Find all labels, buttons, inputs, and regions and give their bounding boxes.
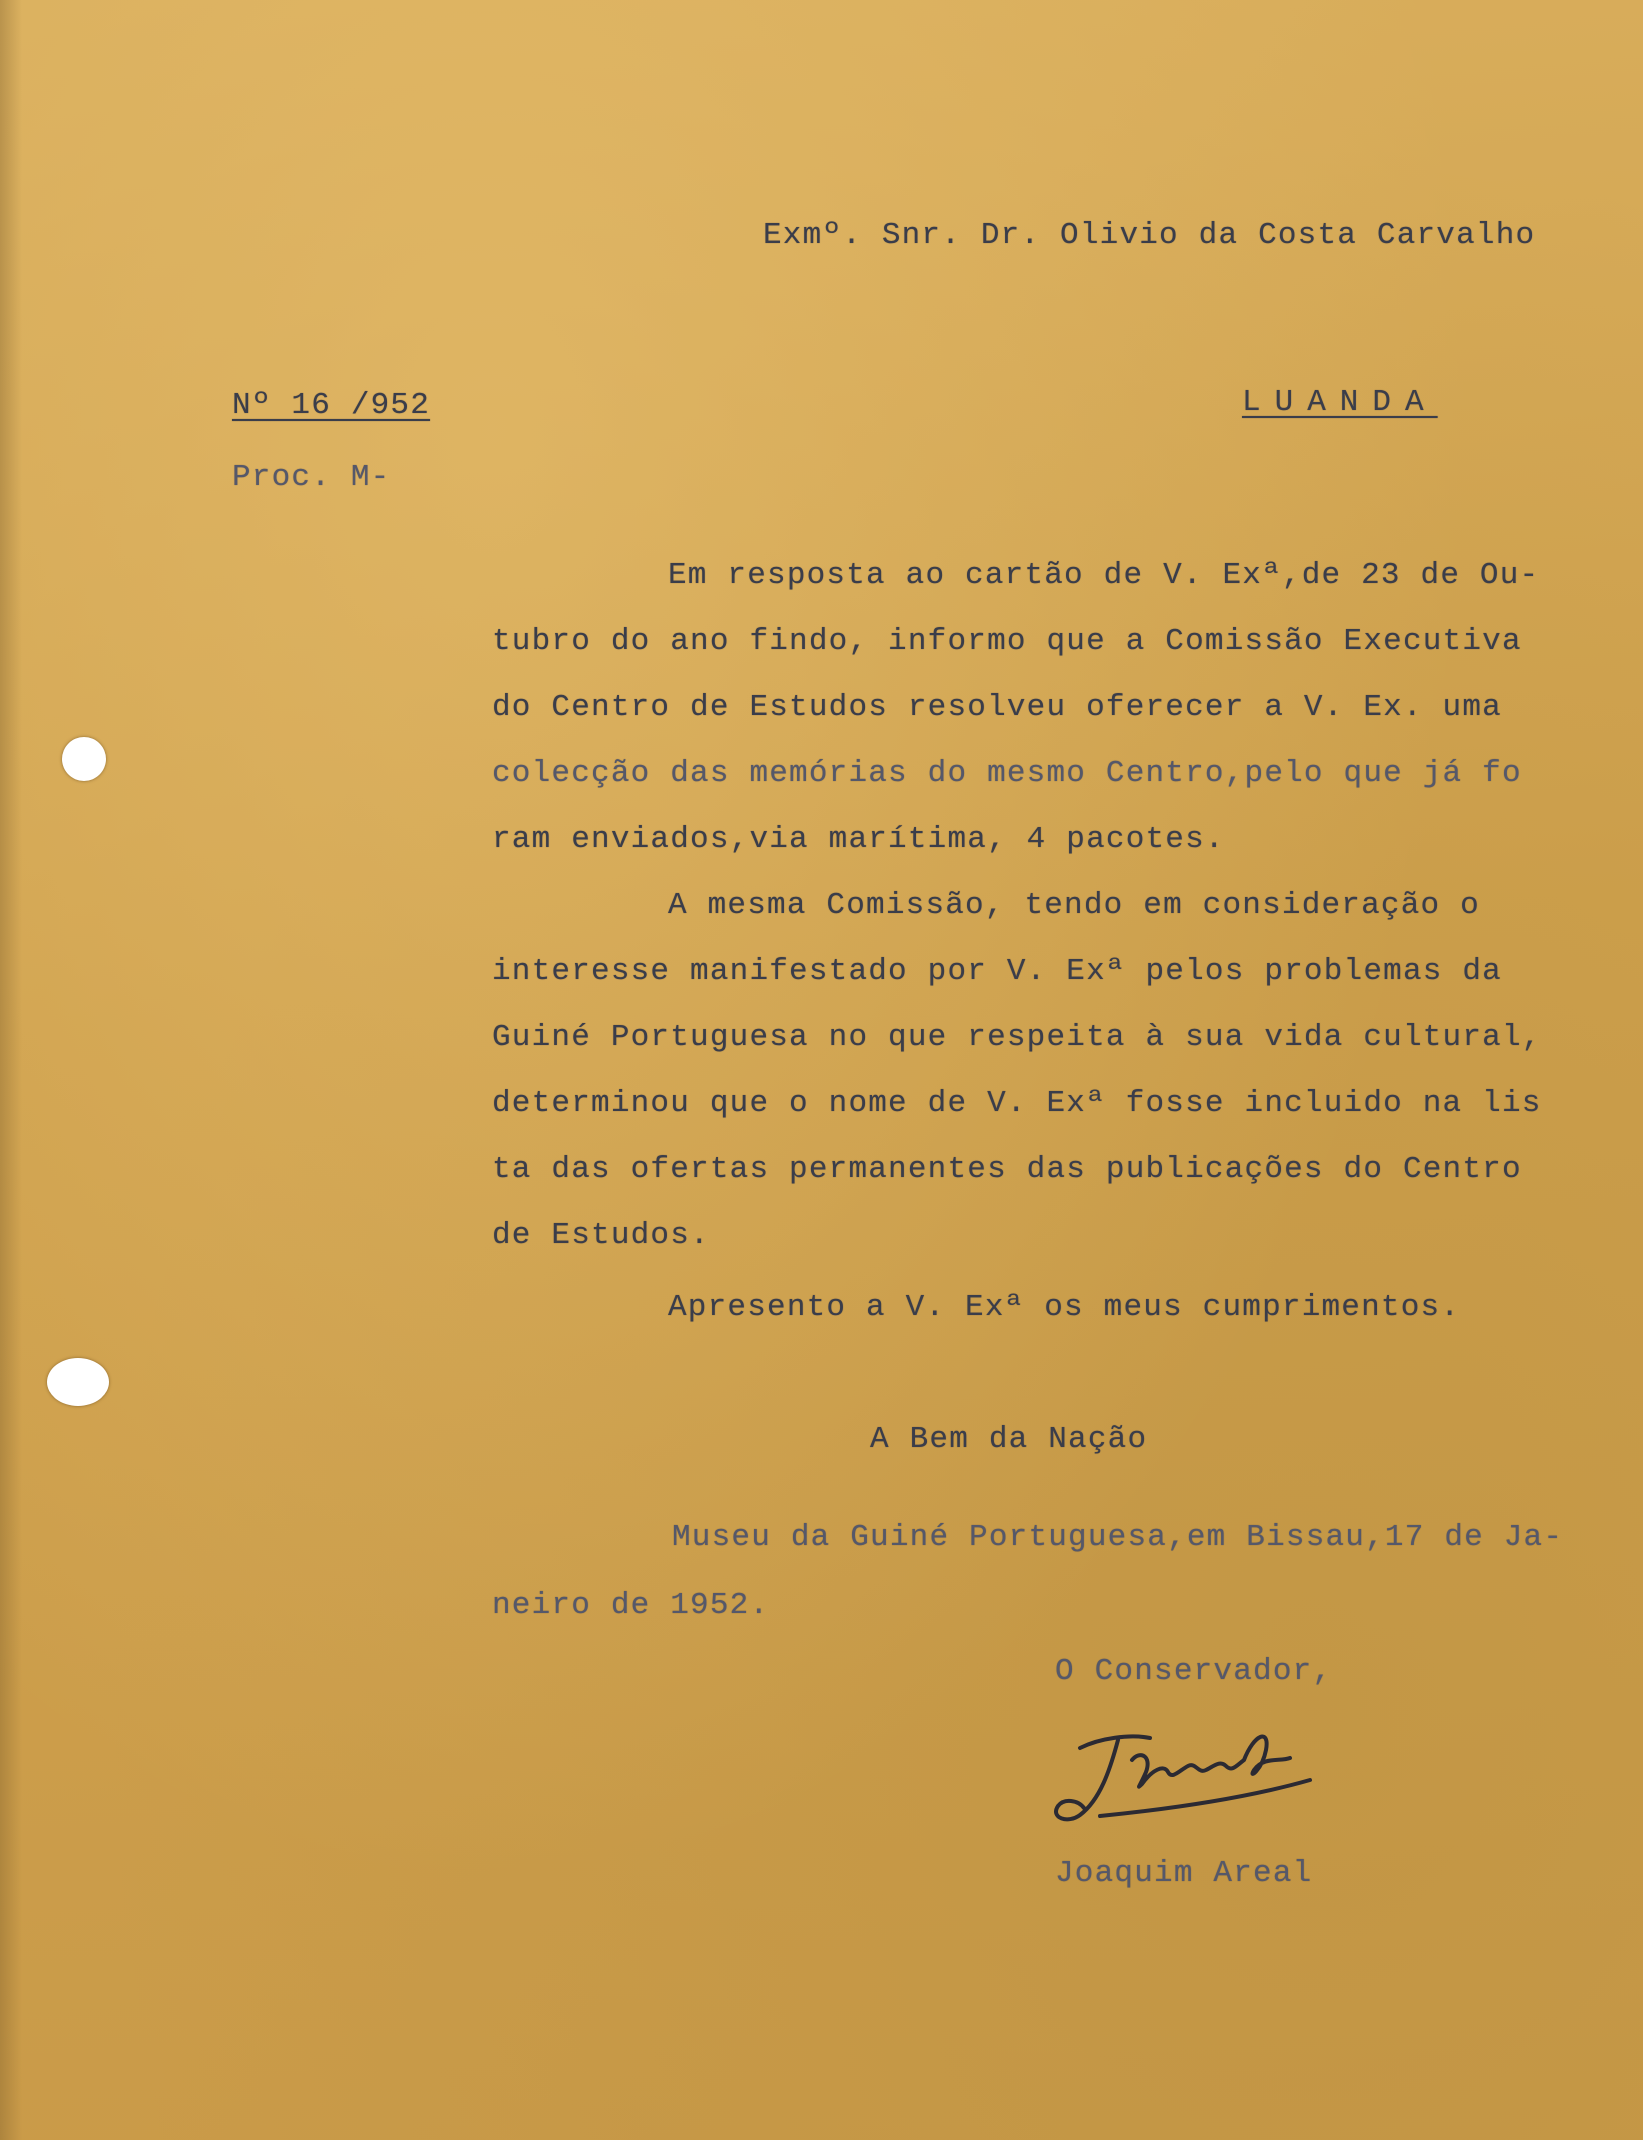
reference-number: Nº 16 /952 (232, 388, 431, 423)
body-line: ta das ofertas permanentes das publicações do Centro (492, 1152, 1522, 1187)
destination-city: LUANDA (1242, 385, 1438, 420)
body-line: determinou que o nome de V. Exª fosse incluido na lis (492, 1086, 1542, 1121)
body-line: tubro do ano findo, informo que a Comissão Executiva (492, 624, 1522, 659)
recipient-line: Exmº. Snr. Dr. Olivio da Costa Carvalho (763, 218, 1536, 253)
body-line: interesse manifestado por V. Exª pelos problemas da (492, 954, 1502, 989)
body-line: Guiné Portuguesa no que respeita à sua vida cultural, (492, 1020, 1542, 1055)
place-date-line: Museu da Guiné Portuguesa,em Bissau,17 de Ja- (672, 1520, 1564, 1555)
body-line: A mesma Comissão, tendo em consideração o (668, 888, 1480, 923)
body-line: ram enviados,via marítima, 4 pacotes. (492, 822, 1225, 857)
body-line: do Centro de Estudos resolveu oferecer a V. Ex. uma (492, 690, 1502, 725)
place-date-line: neiro de 1952. (492, 1588, 770, 1623)
salutation: A Bem da Nação (870, 1422, 1148, 1457)
handwritten-signature (1040, 1720, 1330, 1830)
closing-line: Apresento a V. Exª os meus cumprimentos. (668, 1290, 1461, 1325)
punch-hole (62, 737, 106, 781)
body-line: colecção das memórias do mesmo Centro,pelo que já fo (492, 756, 1522, 791)
page-edge-shadow (0, 0, 22, 2140)
body-line: de Estudos. (492, 1218, 710, 1253)
signatory-name: Joaquim Areal (1055, 1856, 1313, 1891)
punch-hole (47, 1358, 109, 1406)
signatory-title: O Conservador, (1055, 1654, 1333, 1689)
process-reference: Proc. M- (232, 460, 391, 495)
body-line: Em resposta ao cartão de V. Exª,de 23 de Ou- (668, 558, 1540, 593)
